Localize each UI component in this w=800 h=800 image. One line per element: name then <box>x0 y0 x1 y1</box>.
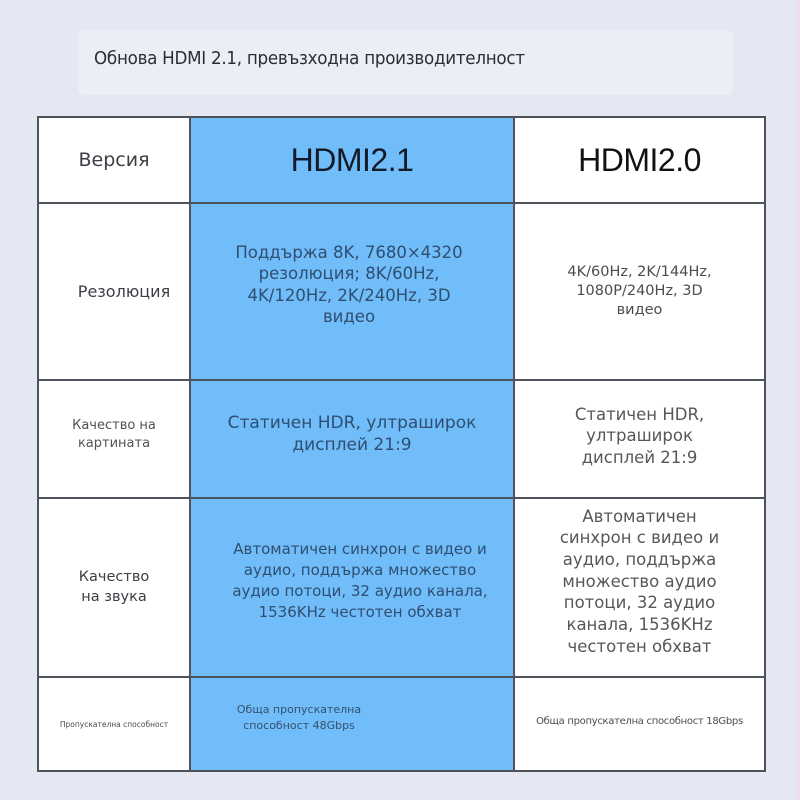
row-label: Пропускателна способност <box>59 719 169 729</box>
row-label-cell <box>38 203 190 380</box>
header-label-cell <box>38 117 190 203</box>
page-title: Обнова HDMI 2.1, превъзходна производителност <box>94 48 525 69</box>
row-label: Качество на звука <box>78 568 150 605</box>
hdmi20-cell <box>514 498 765 677</box>
table-row-resolution <box>38 203 765 380</box>
hdmi21-heading: HDMI2.1 <box>290 141 414 178</box>
table-row-bandwidth <box>38 677 765 771</box>
hdmi20-value: 4K/60Hz, 2K/144Hz, 1080P/240Hz, 3D видео <box>567 264 712 318</box>
row-label-cell <box>38 498 190 677</box>
hdmi21-value: Статичен HDR, ултраширок дисплей 21:9 <box>227 412 477 455</box>
comparison-table <box>37 116 766 772</box>
hdmi21-value: Поддържа 8K, 7680×4320 резолюция; 8K/60Hz, 4K/120Hz, 2K/240Hz, 3D видео <box>235 242 463 326</box>
table-header-row <box>38 117 765 203</box>
hdmi21-cell <box>190 203 514 380</box>
row-label-cell <box>38 380 190 498</box>
hdmi21-cell <box>190 677 514 771</box>
hdmi20-cell <box>514 203 765 380</box>
header-hdmi20-cell <box>514 117 765 203</box>
hdmi20-value: Автоматичен синхрон с видео и аудио, поддържа множество аудио потоци, 32 аудио канала, 1536KHz честотен обхват <box>559 506 720 656</box>
hdmi20-value: Статичен HDR, ултраширок дисплей 21:9 <box>574 404 705 467</box>
header-hdmi21-cell <box>190 117 514 203</box>
row-label: Качество на картината <box>72 417 156 451</box>
table-row-audio-quality <box>38 498 765 677</box>
table-row-picture-quality <box>38 380 765 498</box>
hdmi21-cell <box>190 380 514 498</box>
decorative-edge <box>794 0 800 800</box>
row-label: Резолюция <box>77 282 171 301</box>
version-label: Версия <box>78 149 150 171</box>
row-label-cell <box>38 677 190 771</box>
hdmi21-value: Обща пропускателна способност 48Gbps <box>236 703 362 732</box>
title-banner <box>78 30 733 95</box>
hdmi20-heading: HDMI2.0 <box>578 141 701 178</box>
hdmi21-value: Автоматичен синхрон с видео и аудио, поддържа множество аудио потоци, 32 аудио канала, 1536KHz честотен обхват <box>232 539 488 621</box>
hdmi21-cell <box>190 498 514 677</box>
hdmi20-cell <box>514 677 765 771</box>
hdmi20-value: Обща пропускателна способност 18Gbps <box>536 715 743 727</box>
hdmi20-cell <box>514 380 765 498</box>
